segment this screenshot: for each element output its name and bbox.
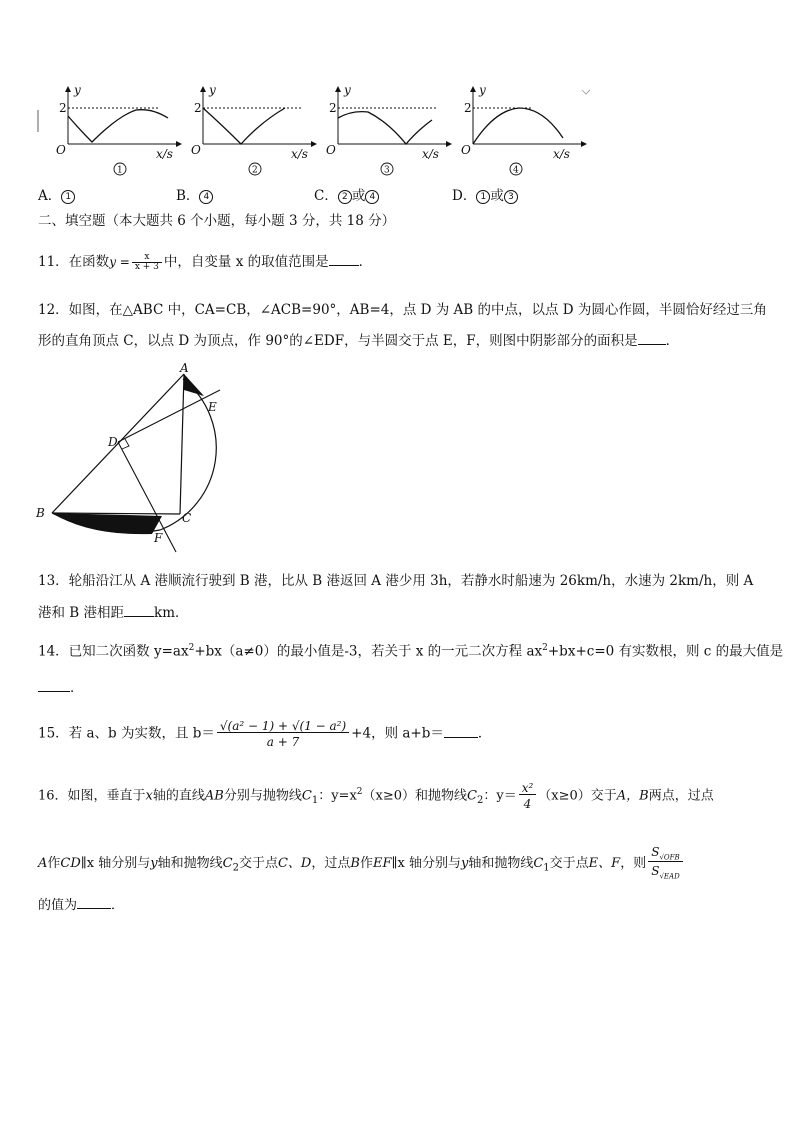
question-15 xyxy=(38,720,491,748)
q16-frac2-den: S xyxy=(651,864,660,879)
q16-frac2-den-sub: √EAD xyxy=(659,872,680,881)
q14-answer-blank[interactable] xyxy=(38,677,70,692)
graph-1-origin-label: O xyxy=(56,143,66,157)
graph-4-origin-label: O xyxy=(461,143,471,157)
label-f: F xyxy=(154,531,163,545)
graph-2-x-label: x/s xyxy=(291,147,308,161)
q16-text-e: （x≥0）和抛物线 xyxy=(362,788,468,804)
q16-l2-j: 交于点 xyxy=(549,855,589,871)
q16-frac2-num-sub: √OFB xyxy=(659,853,680,862)
q16-l2-f: ，过点 xyxy=(311,855,351,871)
question-16-line1 xyxy=(38,782,714,811)
q16-text-a: 16．如图，垂直于 xyxy=(38,788,146,804)
option-c-label: C． xyxy=(314,188,338,204)
q16-l2-y: y xyxy=(150,855,158,871)
q15-after: +4，则 a+b＝ xyxy=(351,725,444,742)
q11-y-eq: y = xyxy=(109,255,130,269)
option-a[interactable] xyxy=(38,188,75,204)
q14-sup1: 2 xyxy=(188,643,195,653)
graph-2 xyxy=(200,86,317,147)
q16-l2-c: ∥x 轴分别与 xyxy=(80,855,151,871)
q16-ab-points: A，B xyxy=(616,788,649,804)
graph-3-number: 3 xyxy=(384,165,390,176)
graph-4-number: 4 xyxy=(513,165,519,176)
q16-l2-c2-sub: 2 xyxy=(232,862,239,874)
q14-prefix: 14．已知二次函数 y=ax xyxy=(38,643,189,660)
q16-l2-y2: y xyxy=(460,855,469,871)
q16-c2: C xyxy=(467,788,477,804)
option-c-circled-1: 2 xyxy=(338,190,352,204)
q11-suffix: 中，自变量 x 的取值范围是 xyxy=(163,254,329,270)
q16-end: ． xyxy=(111,898,125,913)
q16-l2-ef: EF xyxy=(372,855,392,871)
q16-l2-pts2: E、F xyxy=(588,855,621,871)
graph-3 xyxy=(335,86,452,147)
graph-2-number: 2 xyxy=(252,165,258,176)
option-c-or: 或 xyxy=(351,188,366,204)
question-12-line2 xyxy=(38,330,679,351)
q12-answer-blank[interactable] xyxy=(638,330,666,345)
q16-text-g: （x≥0）交于 xyxy=(538,788,617,804)
q16-l2-h: ∥x 轴分别与 xyxy=(391,855,461,871)
q16-answer-blank[interactable] xyxy=(77,894,111,909)
q16-c1-sub: 1 xyxy=(311,795,319,807)
q16-l2-c2: C xyxy=(222,855,233,871)
graph-1-level-label: 2 xyxy=(59,101,67,115)
graph-1 xyxy=(65,86,182,147)
q13-end: km． xyxy=(154,605,189,621)
graph-4-level-label: 2 xyxy=(464,101,472,115)
option-c-circled-2: 4 xyxy=(365,190,379,204)
q16-fraction-2 xyxy=(648,846,682,881)
q14-sup2: 2 xyxy=(542,643,548,653)
graph-3-y-label: y xyxy=(344,83,351,97)
q16-text-i: 两点，过点 xyxy=(648,788,714,804)
q11-answer-blank[interactable] xyxy=(329,251,359,266)
option-d-label: D． xyxy=(452,188,477,204)
question-11 xyxy=(38,251,372,272)
q16-l2-g: 作 xyxy=(359,855,373,871)
graph-1-number: 1 xyxy=(117,165,123,176)
label-b: B xyxy=(36,506,45,520)
q15-answer-blank[interactable] xyxy=(444,723,478,738)
q15-frac-num: √(a² − 1) + √(1 − a²) xyxy=(217,720,349,733)
q14-middle: +bx（a≠0）的最小值是-3，若关于 x 的一元二次方程 ax xyxy=(194,643,543,660)
q16-c1: C xyxy=(301,788,312,804)
q16-frac1-den: 4 xyxy=(523,797,532,811)
q16-l3-text: 的值为 xyxy=(38,898,78,913)
q16-x: x xyxy=(145,788,153,804)
label-e: E xyxy=(208,400,217,414)
question-16-line2 xyxy=(38,846,685,881)
q15-fraction xyxy=(217,720,349,748)
label-a: A xyxy=(180,361,189,375)
graph-1-y-label: y xyxy=(74,83,81,97)
q11-prefix: 11．在函数 xyxy=(38,254,110,270)
question-12-line1: 12．如图，在△ABC 中，CA=CB，∠ACB=90°，AB=4，点 D 为 AB 的中点，以点 D 为圆心作圆，半圆恰好经过三角 xyxy=(38,302,767,318)
q16-d-sup: 2 xyxy=(356,787,363,798)
question-13-line2 xyxy=(38,602,189,623)
graph-2-level-label: 2 xyxy=(194,101,202,115)
option-c[interactable] xyxy=(314,188,379,204)
option-a-label: A． xyxy=(38,188,62,204)
q15-frac-den: a + 7 xyxy=(266,735,300,749)
q16-c2-sub: 2 xyxy=(476,795,484,807)
graph-3-level-label: 2 xyxy=(329,101,337,115)
q16-text-b: 轴的直线 xyxy=(152,788,205,804)
q13-line2-text: 港和 B 港相距 xyxy=(38,605,125,621)
q10-graphs xyxy=(30,82,590,182)
q16-text-c: 分别与抛物线 xyxy=(223,788,302,804)
q16-l2-d: 轴和抛物线 xyxy=(157,855,223,871)
q16-l2-a: A xyxy=(38,855,48,871)
q12-line2-text: 形的直角顶点 C，以点 D 为顶点，作 90°的∠EDF，与半圆交于点 E，F，则图中阴影部分的面积是 xyxy=(38,333,638,349)
option-a-circled: 1 xyxy=(61,190,75,204)
q15-prefix: 15．若 a、b 为实数，且 b＝ xyxy=(38,725,215,742)
graph-1-x-label: x/s xyxy=(156,147,173,161)
graph-4-y-label: y xyxy=(479,83,486,97)
q16-l2-b2: B xyxy=(350,855,360,871)
q15-end: ． xyxy=(477,725,492,742)
q14-suffix: +bx+c=0 有实数根，则 c 的最大值是 xyxy=(547,643,784,660)
q16-l2-e: 交于点 xyxy=(238,855,278,871)
q16-frac2-num: S xyxy=(651,845,660,859)
q16-l2-pts1: C、D xyxy=(277,855,312,871)
graph-3-x-label: x/s xyxy=(422,147,439,161)
q16-l2-c1-sub: 1 xyxy=(543,862,550,874)
graph-4-x-label: x/s xyxy=(553,147,570,161)
q16-l2-c1: C xyxy=(533,855,544,871)
q16-l2-cd: CD xyxy=(60,855,81,871)
label-c: C xyxy=(182,511,192,525)
q14-end: ． xyxy=(70,680,84,696)
q16-text-f: ：y＝ xyxy=(483,788,517,804)
label-d: D xyxy=(108,435,118,449)
q16-l2-i: 轴和抛物线 xyxy=(468,855,534,871)
q16-l2-k: ，则 xyxy=(620,855,647,871)
option-d-circled-2: 3 xyxy=(504,190,518,204)
question-14-line2 xyxy=(38,677,84,698)
q16-frac1-num: x² xyxy=(519,782,537,795)
q11-end: ． xyxy=(358,254,373,270)
option-d[interactable] xyxy=(452,188,518,204)
question-13-line1: 13．轮船沿江从 A 港顺流行驶到 B 港，比从 B 港返回 A 港少用 3h，若静水时船速为 26km/h，水速为 2km/h，则 A xyxy=(38,573,754,589)
graph-2-y-label: y xyxy=(209,83,216,97)
graph-3-origin-label: O xyxy=(326,143,336,157)
option-b-label: B． xyxy=(176,188,200,204)
q16-fraction-1 xyxy=(519,782,537,810)
graph-4 xyxy=(470,86,587,147)
option-b-circled: 4 xyxy=(199,190,213,204)
q11-fraction xyxy=(132,253,162,272)
q13-answer-blank[interactable] xyxy=(124,602,154,617)
q12-end: ． xyxy=(665,333,680,349)
option-d-or: 或 xyxy=(490,188,504,204)
q16-l2-b: 作 xyxy=(47,855,61,871)
section-heading: 二、填空题（本大题共 6 个小题，每小题 3 分，共 18 分） xyxy=(38,213,396,229)
question-16-line3 xyxy=(38,894,124,916)
question-14 xyxy=(38,638,783,662)
q11-frac-den: x + 3 xyxy=(134,262,159,272)
q16-text-d: ：y=x xyxy=(318,788,357,804)
q12-figure xyxy=(34,360,234,556)
option-b[interactable] xyxy=(176,188,213,204)
q16-ab: AB xyxy=(204,788,224,804)
graph-2-origin-label: O xyxy=(191,143,201,157)
q11-frac-num: x xyxy=(132,253,162,263)
option-d-circled-1: 1 xyxy=(476,190,490,204)
